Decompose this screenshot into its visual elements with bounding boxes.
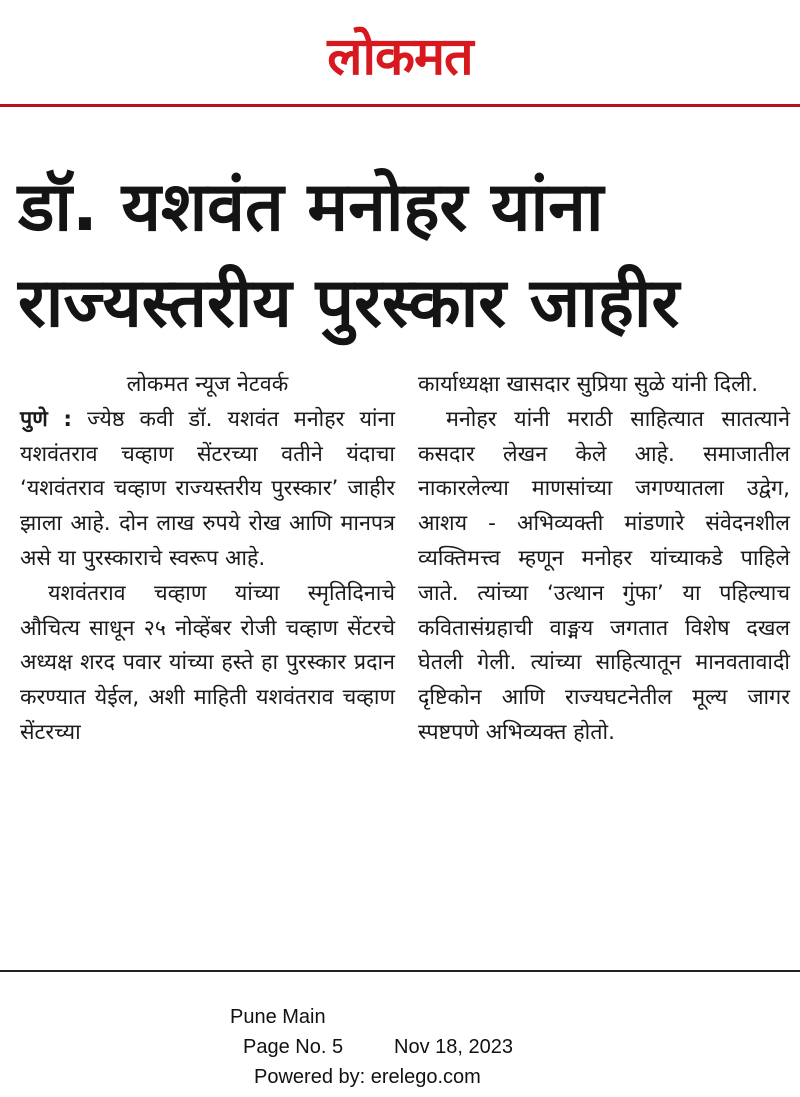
edition-label: Pune Main [230, 1006, 326, 1028]
dateline: पुणे : [20, 406, 73, 432]
article-column-right [418, 368, 790, 751]
headline [18, 160, 793, 352]
headline-line-1: डॉ. यशवंत मनोहर यांना [18, 168, 604, 247]
powered-by: Powered by: erelego.com [254, 1066, 481, 1088]
article-paragraph-1 [20, 403, 395, 577]
masthead-divider [0, 104, 800, 107]
article-column-left [20, 368, 395, 751]
article-paragraph-3: मनोहर यांनी मराठी साहित्यात सातत्याने कसदार लेखन केले आहे. समाजातील नाकारलेल्या माणसांच्या जगण्यातला उद्वेग, आशय - अभिव्यक्ती मांडणारे संवेदनशील व्यक्तिमत्त्व म्हणून मनोहर यांच्याकडे पाहिले जाते. त्यांच्या ‘उत्थान गुंफा’ या पहिल्याच कवितासंग्रहाची वाङ्मय जगतात विशेष दखल घेतली गेली. त्यांच्या साहित्यातून मानवतावादी दृष्टिकोन आणि राज्यघटनेतील मूल्य जागर स्पष्टपणे अभिव्यक्त होतो. [418, 406, 790, 745]
headline-line-2: राज्यस्तरीय पुरस्कार जाहीर [18, 264, 680, 343]
lokmat-logo: लोकमत [327, 27, 473, 87]
publication-date: Nov 18, 2023 [394, 1036, 513, 1058]
paragraph-1-text: ज्येष्ठ कवी डॉ. यशवंत मनोहर यांना यशवंतराव चव्हाण सेंटरच्या वतीने यंदाचा ‘यशवंतराव चव्हाण राज्यस्तरीय पुरस्कार’ जाहीर झाला आहे. दोन लाख रुपये रोख आणि मानपत्र असे या पुरस्काराचे स्वरूप आहे. [20, 406, 395, 571]
masthead [0, 22, 800, 92]
footer-divider [0, 970, 800, 972]
page-number: Page No. 5 [243, 1036, 344, 1058]
byline: लोकमत न्यूज नेटवर्क [126, 372, 289, 397]
article-paragraph-2-continued: कार्याध्यक्षा खासदार सुप्रिया सुळे यांनी दिली. [418, 372, 759, 397]
article-paragraph-2: यशवंतराव चव्हाण यांच्या स्मृतिदिनाचे औचित्य साधून २५ नोव्हेंबर रोजी चव्हाण सेंटरचे अध्यक्ष शरद पवार यांच्या हस्ते हा पुरस्कार प्रदान करण्यात येईल, अशी माहिती यशवंतराव चव्हाण सेंटरच्या [20, 580, 395, 745]
